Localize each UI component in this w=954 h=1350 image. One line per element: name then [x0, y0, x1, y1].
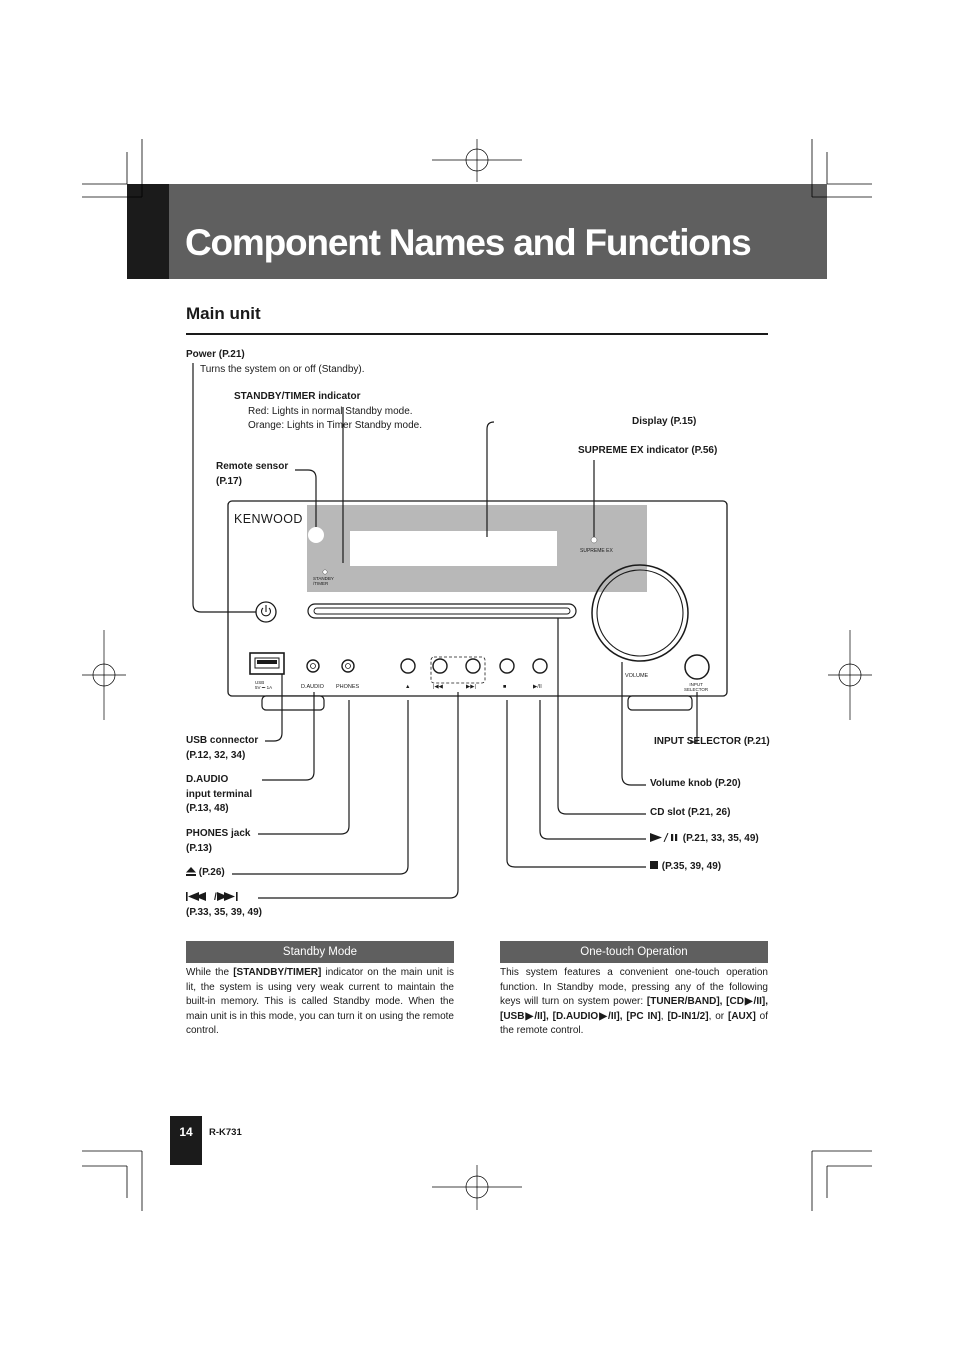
stop-label: ■ — [503, 684, 507, 690]
stop-icon — [650, 861, 659, 870]
section-title: Main unit — [186, 304, 261, 323]
playpause-label: ▶/II — [533, 684, 542, 690]
skip-prev-icon — [186, 892, 214, 901]
eject-label: ▲ — [405, 684, 411, 690]
daudio-label: D.AUDIO — [301, 684, 324, 690]
callout-volume: Volume knob (P.20) — [650, 778, 741, 789]
page-number: 14 — [170, 1116, 202, 1165]
standby-led — [323, 570, 327, 574]
callout-standby-timer: STANDBY/TIMER indicator Red: Lights in normal Standby mode. Orange: Lights in Timer Standby mode. — [234, 391, 422, 431]
page-title: Component Names and Functions — [185, 222, 751, 263]
callout-daudio: D.AUDIO input terminal (P.13, 48) — [186, 774, 253, 814]
callout-remote-sensor: Remote sensor (P.17) — [216, 461, 289, 487]
callout-eject: (P.26) — [186, 866, 225, 881]
callout-input-selector: INPUT SELECTOR (P.21) — [654, 736, 770, 747]
remote-sensor — [308, 527, 324, 543]
unit-body — [228, 501, 727, 710]
supreme-led — [591, 537, 597, 543]
skip-next-icon — [217, 892, 245, 901]
brand-logo: KENWOOD — [234, 512, 303, 526]
callout-playpause: (P.21, 33, 35, 49) — [650, 832, 759, 847]
callout-power: Power (P.21) Turns the system on or off (Standby). — [186, 349, 365, 375]
eject-icon — [186, 867, 196, 876]
model-number: R-K731 — [209, 1127, 242, 1138]
standby-timer-label: STANDBY /TIMER — [313, 576, 334, 586]
standby-mode-text: While the [STANDBY/TIMER] indicator on the main unit is lit, the system is using very weak current to maintain the built-in memory. This is called Standby mode. When the main unit is in this mode, you can turn it on using the remote control. — [186, 967, 454, 1037]
input-selector-label: INPUT SELECTOR — [684, 682, 709, 692]
callout-stop: (P.35, 39, 49) — [650, 860, 721, 875]
next-label: ▶▶| — [466, 684, 476, 690]
one-touch-text: This system features a convenient one-touch operation function. In Standby mode, pressing any of the following keys will turn on system power: [TUNER/BAND], [CD▶/II], [USB▶/II], [D.AUDIO▶/II], [PC IN], [D-IN1/2], or [AUX] of the remote control. — [500, 967, 768, 1037]
phones-label: PHONES — [336, 684, 360, 690]
usb-label: USB 5V ⎓ 1A — [255, 680, 273, 690]
play-pause-icon — [650, 833, 680, 842]
callout-cd-slot: CD slot (P.21, 26) — [650, 807, 731, 818]
prev-label: |◀◀ — [433, 684, 443, 690]
callout-skip: / (P.33, 35, 39, 49) — [186, 892, 262, 918]
one-touch-heading: One-touch Operation — [500, 941, 768, 963]
volume-label: VOLUME — [625, 673, 649, 679]
callout-display: Display (P.15) — [632, 416, 697, 427]
supreme-ex-label: SUPREME EX — [580, 548, 613, 554]
callout-usb: USB connector (P.12, 32, 34) — [186, 735, 259, 761]
callout-supreme-ex: SUPREME EX indicator (P.56) — [578, 445, 718, 456]
callout-phones: PHONES jack (P.13) — [186, 828, 251, 854]
standby-mode-heading: Standby Mode — [186, 941, 454, 963]
